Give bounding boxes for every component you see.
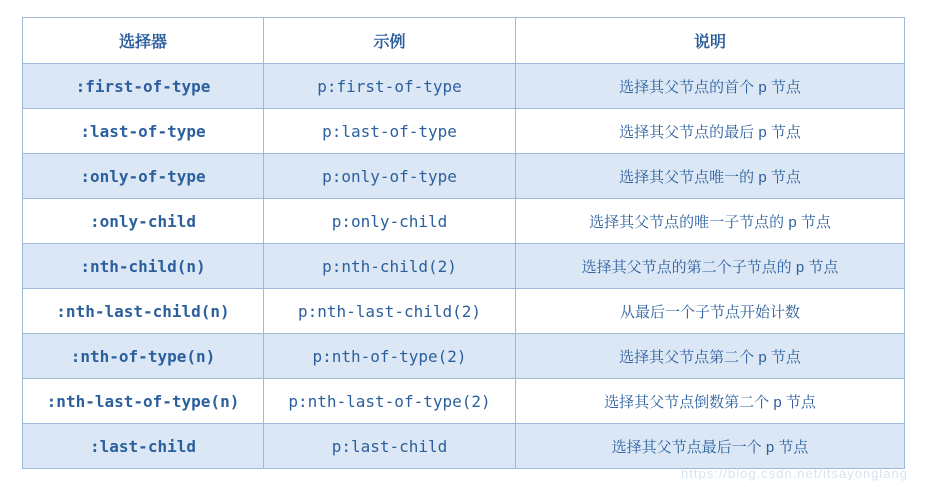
- cell-selector: :only-of-type: [23, 154, 264, 199]
- column-header-example: 示例: [264, 18, 516, 64]
- table-body: [23, 64, 905, 469]
- cell-description: 选择其父节点的最后 p 节点: [516, 109, 905, 154]
- table-row: [23, 334, 905, 379]
- cell-description: 选择其父节点唯一的 p 节点: [516, 154, 905, 199]
- cell-description: 选择其父节点最后一个 p 节点: [516, 424, 905, 469]
- cell-description: 选择其父节点倒数第二个 p 节点: [516, 379, 905, 424]
- cell-example: p:only-of-type: [264, 154, 516, 199]
- cell-selector: :nth-child(n): [23, 244, 264, 289]
- table-row: [23, 424, 905, 469]
- cell-example: p:nth-last-of-type(2): [264, 379, 516, 424]
- cell-description: 选择其父节点的唯一子节点的 p 节点: [516, 199, 905, 244]
- table-row: [23, 109, 905, 154]
- cell-description: 从最后一个子节点开始计数: [516, 289, 905, 334]
- cell-selector: :last-child: [23, 424, 264, 469]
- cell-selector: :nth-of-type(n): [23, 334, 264, 379]
- table-row: [23, 244, 905, 289]
- cell-example: p:first-of-type: [264, 64, 516, 109]
- table-header: [23, 18, 905, 64]
- cell-example: p:nth-child(2): [264, 244, 516, 289]
- table-row: [23, 64, 905, 109]
- cell-example: p:only-child: [264, 199, 516, 244]
- cell-selector: :only-child: [23, 199, 264, 244]
- column-header-description: 说明: [516, 18, 905, 64]
- cell-selector: :last-of-type: [23, 109, 264, 154]
- cell-example: p:nth-of-type(2): [264, 334, 516, 379]
- table-row: [23, 289, 905, 334]
- cell-selector: :nth-last-child(n): [23, 289, 264, 334]
- table-row: [23, 379, 905, 424]
- table-row: [23, 199, 905, 244]
- cell-selector: :first-of-type: [23, 64, 264, 109]
- cell-selector: :nth-last-of-type(n): [23, 379, 264, 424]
- cell-description: 选择其父节点的首个 p 节点: [516, 64, 905, 109]
- cell-example: p:last-of-type: [264, 109, 516, 154]
- column-header-selector: 选择器: [23, 18, 264, 64]
- cell-description: 选择其父节点第二个 p 节点: [516, 334, 905, 379]
- cell-example: p:last-child: [264, 424, 516, 469]
- cell-description: 选择其父节点的第二个子节点的 p 节点: [516, 244, 905, 289]
- css-selector-table: [22, 17, 905, 469]
- table-row: [23, 154, 905, 199]
- cell-example: p:nth-last-child(2): [264, 289, 516, 334]
- watermark-text: https://blog.csdn.net/itsayonglang: [681, 466, 908, 481]
- table-header-row: [23, 18, 905, 64]
